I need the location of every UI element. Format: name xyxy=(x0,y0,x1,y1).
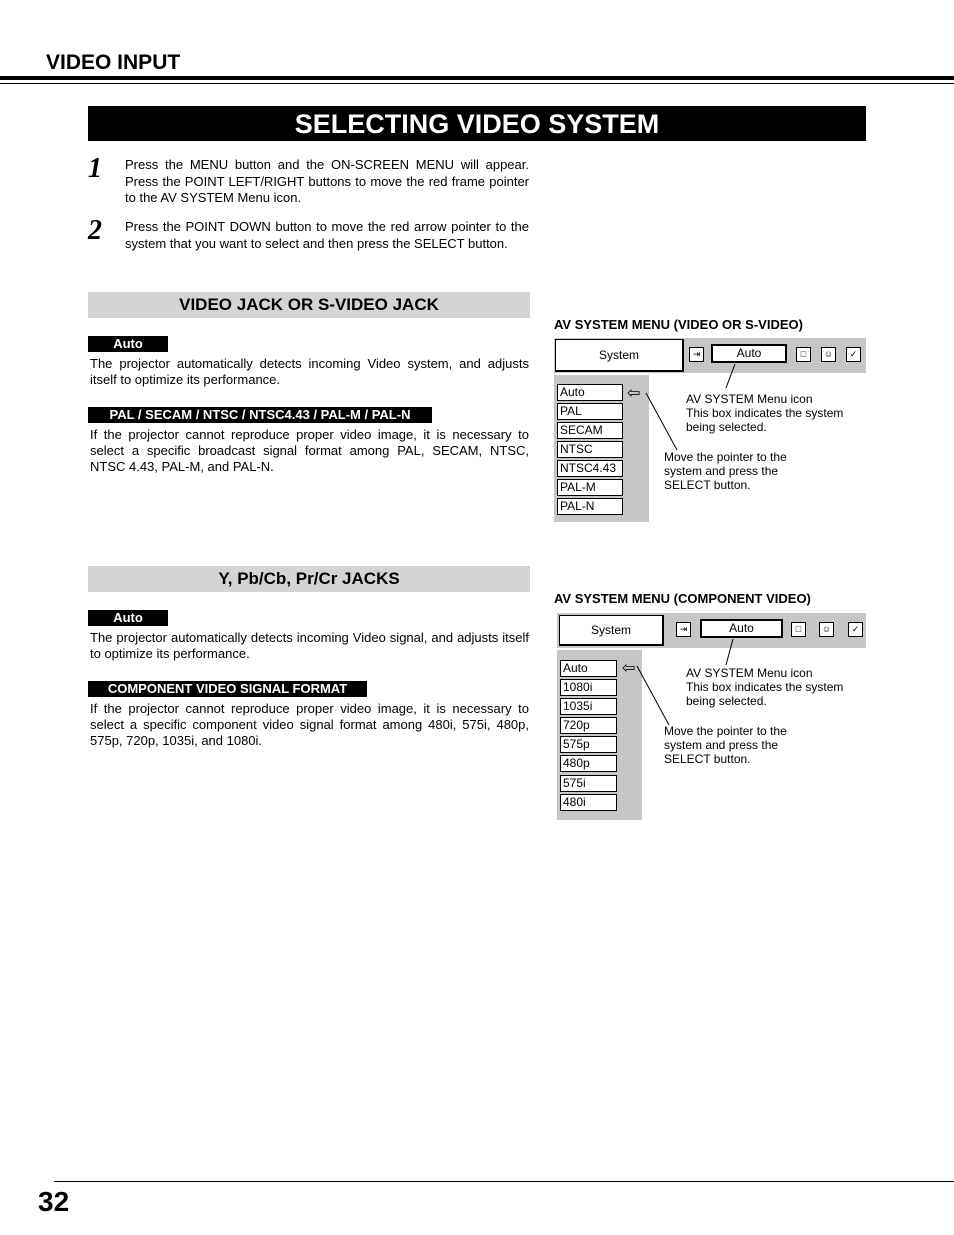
component-format-text: If the projector cannot reproduce proper video image, it is necessary to select a specific component video signal format among 480i, 575i, 480p, 575p, 720p, 1035i, and 1080i. xyxy=(90,701,529,748)
footer-rule xyxy=(54,1181,954,1182)
page-number: 32 xyxy=(38,1186,70,1217)
page-title: SELECTING VIDEO SYSTEM xyxy=(88,106,866,141)
component-auto-text: The projector automatically detects incoming Video signal, and adjusts itself to optimize its performance. xyxy=(90,630,529,661)
component-menu-title: AV SYSTEM MENU (COMPONENT VIDEO) xyxy=(554,591,811,606)
section-header: VIDEO INPUT xyxy=(46,51,181,74)
screen-icon: □ xyxy=(796,347,811,362)
image-icon: ☺ xyxy=(821,347,836,362)
step-1-text: Press the MENU button and the ON-SCREEN MENU will appear. Press the POINT LEFT/RIGHT buttons to move the red frame pointer to the AV SYSTEM Menu icon. xyxy=(125,157,529,205)
list-item: PAL-M xyxy=(557,479,623,496)
video-section-heading: VIDEO JACK OR S-VIDEO JACK xyxy=(88,292,530,318)
component-auto-tag: Auto xyxy=(88,610,168,626)
list-item: Auto xyxy=(560,660,617,677)
pointer-arrow-icon: ⇦ xyxy=(622,660,636,677)
list-item: 480p xyxy=(560,755,617,772)
header-rule-thin xyxy=(0,83,954,84)
pointer-arrow-icon: ⇦ xyxy=(627,385,641,402)
list-item: 1080i xyxy=(560,679,617,696)
step-2-number: 2 xyxy=(88,215,102,246)
video-auto-text: The projector automatically detects incoming Video system, and adjusts itself to optimize its performance. xyxy=(90,356,529,387)
video-note-icon: AV SYSTEM Menu icon This box indicates the system being selected. xyxy=(686,392,844,434)
video-selected-box: Auto xyxy=(711,344,787,363)
video-system-box: System xyxy=(555,339,684,372)
step-1-number: 1 xyxy=(88,153,102,184)
list-item: 480i xyxy=(560,794,617,811)
list-item: 575p xyxy=(560,736,617,753)
input-icon: ⇥ xyxy=(676,622,691,637)
list-item: PAL-N xyxy=(557,498,623,515)
input-icon: ⇥ xyxy=(689,347,704,362)
list-item: 1035i xyxy=(560,698,617,715)
component-selected-box: Auto xyxy=(700,619,783,638)
video-note-pointer: Move the pointer to the system and press the SELECT button. xyxy=(664,450,787,492)
list-item: NTSC xyxy=(557,441,623,458)
video-auto-tag: Auto xyxy=(88,336,168,352)
list-item: PAL xyxy=(557,403,623,420)
video-format-text: If the projector cannot reproduce proper video image, it is necessary to select a specific broadcast signal format among PAL, SECAM, NTSC, NTSC 4.43, PAL-M, and PAL-N. xyxy=(90,427,529,474)
screen-icon: □ xyxy=(791,622,806,637)
list-item: 720p xyxy=(560,717,617,734)
step-2-text: Press the POINT DOWN button to move the red arrow pointer to the system that you want to select and then press the SELECT button. xyxy=(125,219,529,251)
image-icon: ☺ xyxy=(819,622,834,637)
component-section-heading: Y, Pb/Cb, Pr/Cr JACKS xyxy=(88,566,530,592)
component-note-icon: AV SYSTEM Menu icon This box indicates the system being selected. xyxy=(686,666,844,708)
list-item: Auto xyxy=(557,384,623,401)
component-format-tag: COMPONENT VIDEO SIGNAL FORMAT xyxy=(88,681,367,697)
setting-icon: ✓ xyxy=(848,622,863,637)
list-item: NTSC4.43 xyxy=(557,460,623,477)
list-item: SECAM xyxy=(557,422,623,439)
component-system-box: System xyxy=(559,615,664,646)
component-callout-lines xyxy=(557,613,866,813)
list-item: 575i xyxy=(560,775,617,792)
setting-icon: ✓ xyxy=(846,347,861,362)
header-rule xyxy=(0,76,954,80)
component-note-pointer: Move the pointer to the system and press the SELECT button. xyxy=(664,724,787,766)
video-menu-title: AV SYSTEM MENU (VIDEO OR S-VIDEO) xyxy=(554,317,803,332)
video-format-tag: PAL / SECAM / NTSC / NTSC4.43 / PAL-M / PAL-N xyxy=(88,407,432,423)
